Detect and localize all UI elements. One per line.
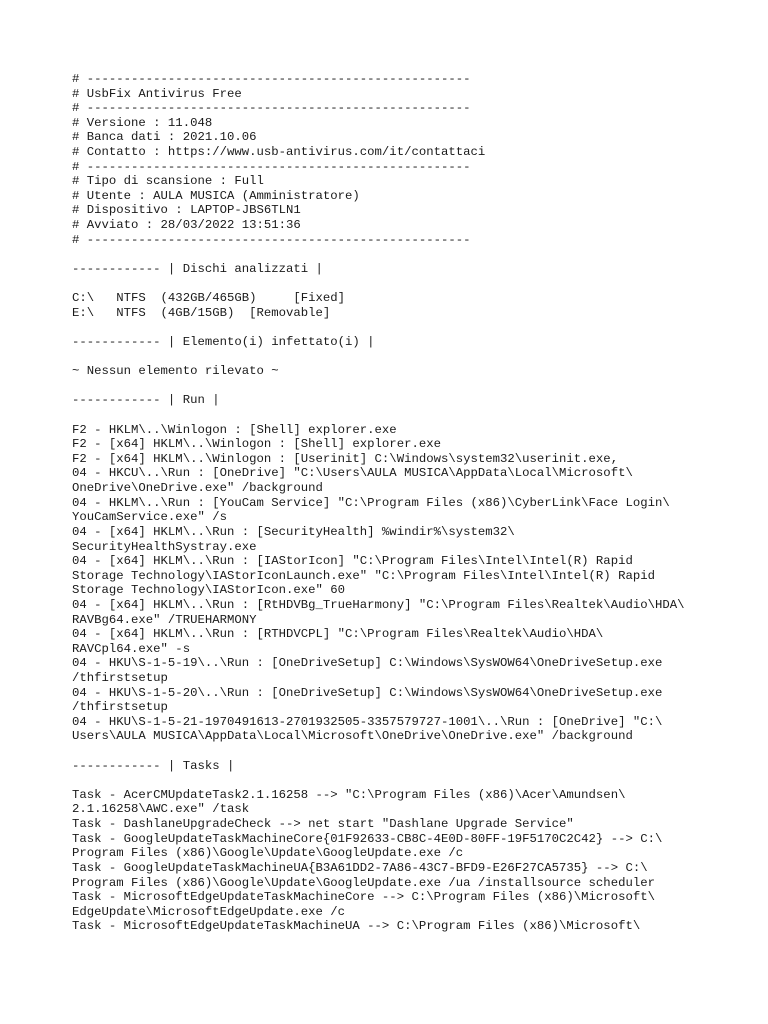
- log-line: # UsbFix Antivirus Free: [72, 86, 242, 101]
- blank-line: [72, 379, 732, 394]
- log-line: 04 - [x64] HKLM\..\Run : [IAStorIcon] "C:\Program Files\Intel\Intel(R) Rapid: [72, 554, 633, 569]
- log-line: Task - GoogleUpdateTaskMachineUA{B3A61DD2-7A86-43C7-BFD9-E26F27CA5735} --> C:\: [72, 860, 648, 875]
- log-line: Program Files (x86)\Google\Update\GoogleUpdate.exe /c: [72, 846, 464, 861]
- log-line: 04 - [x64] HKLM\..\Run : [RTHDVCPL] "C:\Program Files\Realtek\Audio\HDA\: [72, 627, 604, 642]
- log-line: 04 - HKU\S-1-5-20\..\Run : [OneDriveSetup] C:\Windows\SysWOW64\OneDriveSetup.exe: [72, 685, 663, 700]
- log-line: # Versione : 11.048: [72, 115, 213, 130]
- log-line: # ----------------------------------------------------: [72, 232, 471, 247]
- log-line: 04 - [x64] HKLM\..\Run : [RtHDVBg_TrueHarmony] "C:\Program Files\Realtek\Audio\HDA\: [72, 597, 685, 612]
- log-line: F2 - HKLM\..\Winlogon : [Shell] explorer.exe: [72, 422, 397, 437]
- log-line: ------------ | Elemento(i) infettato(i) |: [72, 334, 375, 349]
- log-line: 04 - HKLM\..\Run : [YouCam Service] "C:\Program Files (x86)\CyberLink\Face Login\: [72, 495, 670, 510]
- log-line: # ----------------------------------------------------: [72, 159, 471, 174]
- log-line: # ----------------------------------------------------: [72, 72, 471, 86]
- log-line: Task - MicrosoftEdgeUpdateTaskMachineCore --> C:\Program Files (x86)\Microsoft\: [72, 890, 655, 905]
- log-line: # Contatto : https://www.usb-antivirus.com/it/contattaci: [72, 145, 486, 160]
- log-line: E:\ NTFS (4GB/15GB) [Removable]: [72, 305, 331, 320]
- log-line: ~ Nessun elemento rilevato ~: [72, 364, 279, 379]
- log-line: # Dispositivo : LAPTOP-JBS6TLN1: [72, 203, 301, 218]
- log-line: Task - AcerCMUpdateTask2.1.16258 --> "C:\Program Files (x86)\Acer\Amundsen\: [72, 787, 626, 802]
- log-line: F2 - [x64] HKLM\..\Winlogon : [Shell] explorer.exe: [72, 437, 441, 452]
- log-line: 04 - HKCU\..\Run : [OneDrive] "C:\Users\AULA MUSICA\AppData\Local\Microsoft\: [72, 466, 633, 481]
- log-line: # Banca dati : 2021.10.06: [72, 130, 257, 145]
- blank-line: [72, 350, 732, 365]
- log-line: ------------ | Tasks |: [72, 758, 235, 773]
- blank-line: [72, 408, 732, 423]
- log-line: SecurityHealthSystray.exe: [72, 539, 257, 554]
- log-line: Task - GoogleUpdateTaskMachineCore{01F92633-CB8C-4E0D-80FF-19F5170C2C42} --> C:\: [72, 831, 663, 846]
- blank-line: [72, 247, 732, 262]
- log-line: RAVBg64.exe" /TRUEHARMONY: [72, 612, 257, 627]
- log-line: 04 - HKU\S-1-5-21-1970491613-2701932505-3357579727-1001\..\Run : [OneDrive] "C:\: [72, 714, 663, 729]
- blank-line: [72, 277, 732, 292]
- log-line: /thfirstsetup: [72, 670, 168, 685]
- log-line: 04 - [x64] HKLM\..\Run : [SecurityHealth] %windir%\system32\: [72, 524, 515, 539]
- log-line: 04 - HKU\S-1-5-19\..\Run : [OneDriveSetup] C:\Windows\SysWOW64\OneDriveSetup.exe: [72, 656, 663, 671]
- log-line: 2.1.16258\AWC.exe" /task: [72, 802, 250, 817]
- log-line: # Tipo di scansione : Full: [72, 174, 264, 189]
- log-line: EdgeUpdate\MicrosoftEdgeUpdate.exe /c: [72, 904, 346, 919]
- log-line: Task - DashlaneUpgradeCheck --> net start "Dashlane Upgrade Service": [72, 817, 574, 832]
- log-line: OneDrive\OneDrive.exe" /background: [72, 481, 323, 496]
- log-line: # Utente : AULA MUSICA (Amministratore): [72, 188, 360, 203]
- log-line: YouCamService.exe" /s: [72, 510, 227, 525]
- log-line: Task - MicrosoftEdgeUpdateTaskMachineUA --> C:\Program Files (x86)\Microsoft\: [72, 919, 641, 934]
- blank-line: [72, 773, 732, 788]
- log-line: Program Files (x86)\Google\Update\GoogleUpdate.exe /ua /installsource scheduler: [72, 875, 655, 890]
- log-line: ------------ | Run |: [72, 393, 220, 408]
- blank-line: [72, 744, 732, 759]
- log-line: ------------ | Dischi analizzati |: [72, 261, 323, 276]
- log-line: Storage Technology\IAStorIcon.exe" 60: [72, 583, 346, 598]
- log-document: [72, 72, 732, 934]
- log-line: C:\ NTFS (432GB/465GB) [Fixed]: [72, 291, 346, 306]
- log-line: RAVCpl64.exe" -s: [72, 641, 191, 656]
- log-line: # Avviato : 28/03/2022 13:51:36: [72, 218, 301, 233]
- log-line: /thfirstsetup: [72, 700, 168, 715]
- log-line: # ----------------------------------------------------: [72, 101, 471, 116]
- blank-line: [72, 320, 732, 335]
- log-line: Users\AULA MUSICA\AppData\Local\Microsoft\OneDrive\OneDrive.exe" /background: [72, 729, 633, 744]
- log-line: F2 - [x64] HKLM\..\Winlogon : [Userinit] C:\Windows\system32\userinit.exe,: [72, 451, 619, 466]
- log-line: Storage Technology\IAStorIconLaunch.exe" "C:\Program Files\Intel\Intel(R) Rapid: [72, 568, 655, 583]
